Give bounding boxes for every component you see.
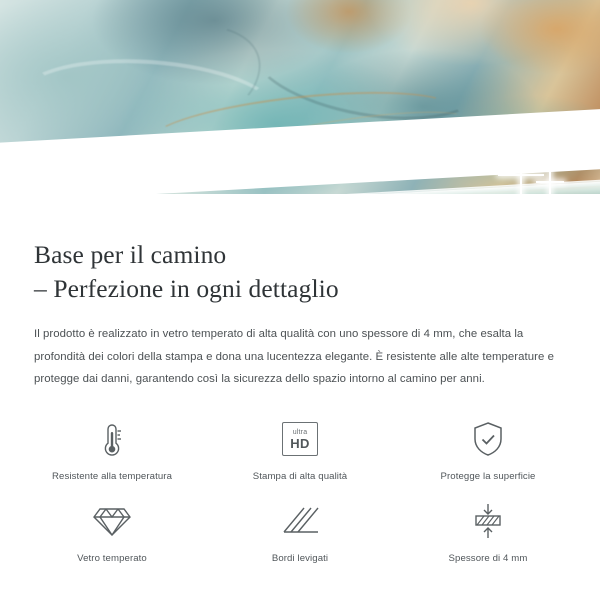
ultra-hd-icon — [282, 416, 318, 462]
feature-item-print-quality — [206, 416, 394, 482]
polished-edges-icon — [280, 498, 320, 544]
diamond-icon — [92, 498, 132, 544]
shield-check-icon — [470, 416, 506, 462]
feature-list — [0, 416, 600, 564]
feature-item-temperature — [18, 416, 206, 482]
text-content — [0, 238, 600, 390]
image-baseline-mask — [0, 194, 600, 220]
feature-item-polished-edges — [206, 498, 394, 564]
feature-label: Spessore di 4 mm — [448, 553, 528, 565]
feature-label: Resistente alla temperatura — [51, 471, 173, 483]
feature-item-thickness — [394, 498, 582, 564]
feature-item-tempered-glass — [18, 498, 206, 564]
headline-line-1: Base per il camino — [34, 240, 227, 269]
ultra-hd-badge-top: ultra — [292, 428, 308, 436]
feature-label: Bordi levigati — [271, 553, 329, 565]
thickness-arrows-icon — [468, 498, 508, 544]
ultra-hd-badge-bottom: HD — [290, 435, 310, 451]
headline-line-2: – Perfezione in ogni dettaglio — [34, 273, 339, 303]
feature-label: Protegge la superficie — [440, 471, 536, 483]
feature-label: Vetro temperato — [77, 553, 147, 565]
feature-label: Stampa di alta qualità — [252, 471, 348, 483]
hero-image — [0, 0, 600, 220]
feature-item-surface-protection — [394, 416, 582, 482]
thermometer-icon — [95, 416, 129, 462]
description-paragraph: Il prodotto è realizzato in vetro temperato di alta qualità con uno spessore di 4 mm, che esalta la profondità dei colori della stampa e dona una lucentezza elegante. È resistente alle alte temperature e protegge dai danni, garantendo così la sicurezza dello spazio intorno al camino per anni. — [34, 328, 554, 385]
page-title — [34, 238, 566, 305]
